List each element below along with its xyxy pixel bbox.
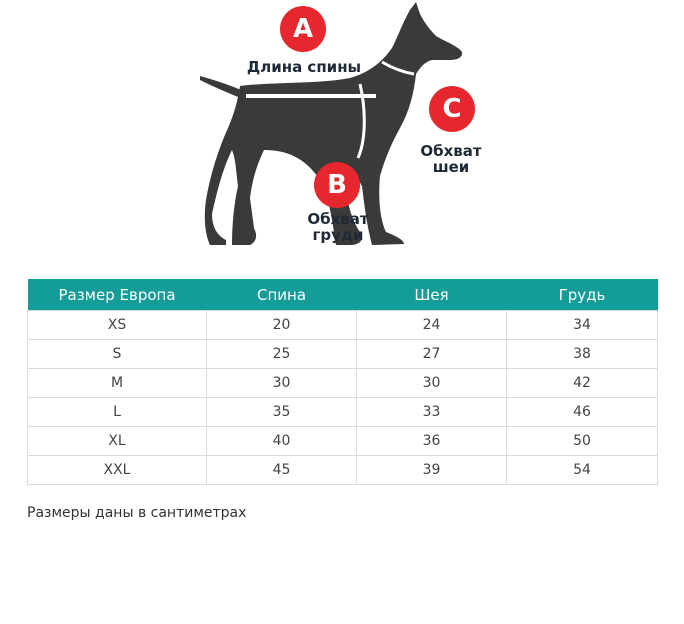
neck-girth-label <box>410 143 492 175</box>
cell-chest: 38 <box>507 340 658 369</box>
cell-neck: 27 <box>357 340 507 369</box>
cell-neck: 30 <box>357 369 507 398</box>
chest-girth-label <box>292 211 384 243</box>
cell-chest: 50 <box>507 427 658 456</box>
cell-back: 20 <box>207 311 357 340</box>
dog-measurement-diagram <box>0 0 684 260</box>
cell-chest: 54 <box>507 456 658 485</box>
table-row <box>28 456 658 485</box>
size-table-header-row <box>28 279 658 311</box>
back-length-label-line-1: Длина спины <box>246 58 362 76</box>
cell-back: 25 <box>207 340 357 369</box>
cell-back: 35 <box>207 398 357 427</box>
cell-back: 30 <box>207 369 357 398</box>
table-row <box>28 311 658 340</box>
cell-size: XXL <box>28 456 207 485</box>
table-row <box>28 398 658 427</box>
table-row <box>28 340 658 369</box>
table-row <box>28 427 658 456</box>
cell-neck: 36 <box>357 427 507 456</box>
neck-girth-label-line-2: шеи <box>432 158 470 176</box>
cell-size: S <box>28 340 207 369</box>
cell-back: 45 <box>207 456 357 485</box>
back-length-label <box>232 59 376 75</box>
cell-chest: 46 <box>507 398 658 427</box>
cell-chest: 34 <box>507 311 658 340</box>
marker-b-badge: B <box>314 162 360 208</box>
dog-body <box>205 2 462 245</box>
cell-chest: 42 <box>507 369 658 398</box>
header-chest: Грудь <box>507 279 658 311</box>
cell-size: L <box>28 398 207 427</box>
cell-size: XS <box>28 311 207 340</box>
marker-c-badge: C <box>429 86 475 132</box>
cell-neck: 33 <box>357 398 507 427</box>
chest-girth-label-line-2: груди <box>312 226 364 244</box>
neck-girth-label-line-1: Обхват <box>420 142 482 160</box>
cell-neck: 24 <box>357 311 507 340</box>
header-neck: Шея <box>357 279 507 311</box>
size-table <box>27 279 658 485</box>
units-footnote: Размеры даны в сантиметрах <box>27 505 247 521</box>
cell-size: XL <box>28 427 207 456</box>
marker-a-badge: A <box>280 6 326 52</box>
header-eu-size: Размер Европа <box>28 279 207 311</box>
chest-girth-label-line-1: Обхват <box>307 210 369 228</box>
cell-size: M <box>28 369 207 398</box>
header-back: Спина <box>207 279 357 311</box>
cell-neck: 39 <box>357 456 507 485</box>
cell-back: 40 <box>207 427 357 456</box>
table-row <box>28 369 658 398</box>
